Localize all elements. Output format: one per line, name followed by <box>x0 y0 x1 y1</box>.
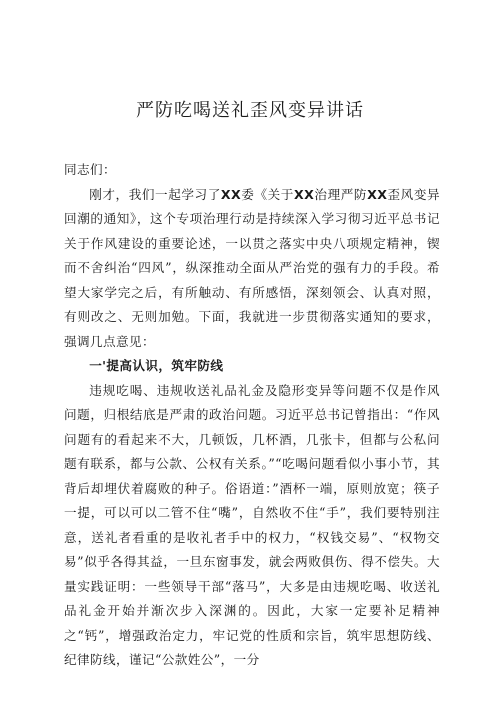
placeholder-xx-3: XX <box>367 186 388 202</box>
intro-text-2: 委《关于 <box>241 186 294 202</box>
salutation: 同志们： <box>64 162 116 177</box>
intro-text-1: 刚才，我们一起学习了 <box>89 186 221 202</box>
placeholder-xx-1: XX <box>220 186 242 202</box>
intro-text-4: 歪风变异回潮的通知》，这个专项治理行动是持续深入学习彻习近平总书记关于作风建设的重要论述，一以贯之落实中央八项规定精神，锲而不舍纠治“四风”，纵深推动全面从严治党的强有力的手段。希望大家学完之后，有所触动、有所感悟，深刻领会、认真对照，有则改之、无则加勉。下面，我就进一步贯彻落实通知的要求，强调几点意见： <box>64 186 440 349</box>
section-1-paragraph: 违规吃喝、违规收送礼品礼金及隐形变异等问题不仅是作风问题，归根结底是严肃的政治问题。习近平总书记曾指出：“作风问题有的看起来不大，几顿饭，几杯酒，几张卡，但都与公私问题有联系，都与公款、公权有关系。”“吃喝问题看似小事小节，其背后却埋伏着腐败的种子。俗语道：”酒杯一端，原则放宽；筷子一提，可以可以二管不住“嘴”，自然收不住“手”，我们要特别注意，送礼者看重的是收礼者手中的权力，“权钱交易”、“权物交易”似乎各得其益，一旦东窗事发，就会两败俱伤、得不偿失。大量实践证明：一些领导干部“落马”，大多是由违规吃喝、收送礼品礼金开始并渐次步入深渊的。因此，大家一定要补足精神之“钙”，增强政治定力，牢记党的性质和宗旨，筑牢思想防线、纪律防线，谨记“公款姓公”，一分 <box>64 382 440 667</box>
intro-paragraph <box>64 183 440 355</box>
document-body <box>64 158 440 673</box>
section-1-heading: 一'提高认识，筑牢防线 <box>89 358 224 373</box>
intro-text-3: 治理严防 <box>314 186 368 202</box>
document-title: 严防吃喝送礼歪风变异讲话 <box>136 100 364 121</box>
placeholder-xx-2: XX <box>293 186 315 202</box>
